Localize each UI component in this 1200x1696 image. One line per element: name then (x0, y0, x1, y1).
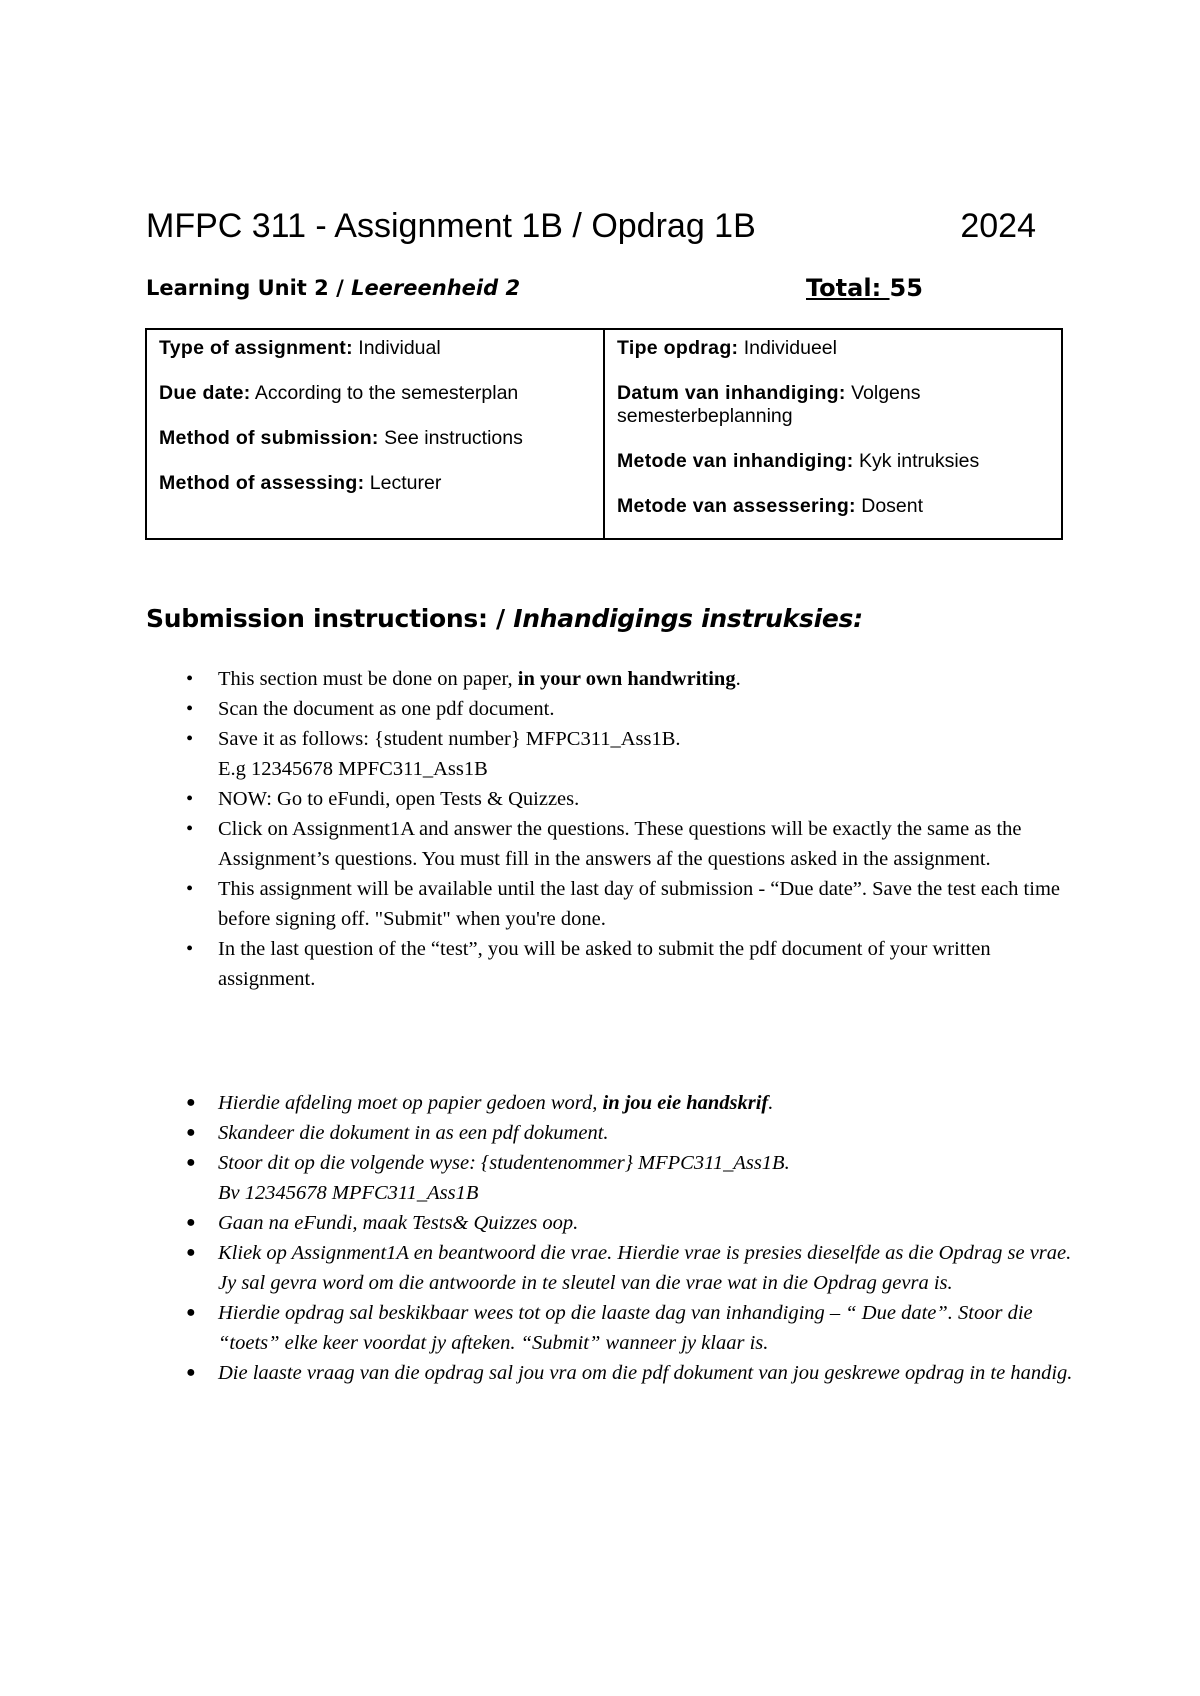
info-item (617, 337, 1049, 360)
info-item (159, 427, 591, 450)
info-label: Method of assessing: (159, 472, 365, 494)
info-item (159, 337, 591, 360)
document-title-row (146, 207, 1036, 246)
info-label: Metode van assessering: (617, 495, 856, 517)
item-emphasis: in your own handwriting (517, 668, 736, 690)
info-value: Individual (352, 337, 441, 359)
total-marks (806, 274, 923, 302)
item-text: Gaan na eFundi, maak Tests& Quizzes oop. (218, 1212, 579, 1234)
info-label: Tipe opdrag: (617, 337, 739, 359)
item-emphasis: in jou eie handskrif (602, 1092, 769, 1114)
info-item (159, 382, 591, 405)
info-item (159, 472, 591, 495)
bullet-icon: ● (186, 1364, 196, 1381)
list-item (186, 664, 1076, 694)
list-item (186, 724, 1076, 784)
info-value: Kyk intruksies (853, 450, 980, 472)
instructions-list-afrikaans (186, 1088, 1076, 1388)
heading-af: Inhandigings instruksies: (513, 604, 863, 633)
list-item (186, 1358, 1076, 1388)
item-text: Hierdie opdrag sal beskikbaar wees tot op die laaste dag van inhandiging – “ Due date”. Stoor die “toets” elke keer voordat jy afteken. “Submit” wanneer jy klaar is. (218, 1302, 1033, 1354)
item-text: Die laaste vraag van die opdrag sal jou vra om die pdf dokument van jou geskrewe opdrag in te handig. (218, 1362, 1073, 1384)
item-text: In the last question of the “test”, you will be asked to submit the pdf document of your written assignment. (218, 938, 991, 990)
item-text: This assignment will be available until the last day of submission - “Due date”. Save the test each time before signing off. "Submit" when you're done. (218, 878, 1060, 930)
info-label: Method of submission: (159, 427, 379, 449)
bullet-icon: • (186, 878, 194, 900)
list-item (186, 1088, 1076, 1118)
learning-unit-af: Leereenheid 2 (351, 276, 521, 300)
item-text: Save it as follows: {student number} MFPC311_Ass1B. (218, 728, 681, 750)
list-item (186, 1148, 1076, 1208)
info-value: See instructions (378, 427, 523, 449)
total-value: 55 (889, 274, 923, 302)
bullet-icon: • (186, 728, 194, 750)
document-year: 2024 (960, 207, 1036, 245)
info-label: Metode van inhandiging: (617, 450, 854, 472)
item-text: This section must be done on paper, (218, 668, 518, 690)
info-value: Lecturer (364, 472, 442, 494)
bullet-icon: • (186, 698, 194, 720)
info-value: Volgens semesterbeplanning (617, 382, 921, 427)
list-item (186, 694, 1076, 724)
bullet-icon: • (186, 668, 194, 690)
assignment-info-table (145, 328, 1063, 540)
item-text: Hierdie afdeling moet op papier gedoen word, (218, 1092, 603, 1114)
list-item (186, 1208, 1076, 1238)
item-text: Scan the document as one pdf document. (218, 698, 555, 720)
info-column-afrikaans (605, 330, 1061, 538)
item-text: Stoor dit op die volgende wyse: {studentenommer} MFPC311_Ass1B. (218, 1152, 790, 1174)
item-text: Skandeer die dokument in as een pdf dokument. (218, 1122, 609, 1144)
item-example: Bv 12345678 MPFC311_Ass1B (218, 1182, 479, 1204)
item-text-end: . (735, 668, 741, 690)
info-item (617, 382, 1049, 428)
info-value: Dosent (855, 495, 924, 517)
list-item (186, 874, 1076, 934)
bullet-icon: • (186, 818, 194, 840)
total-label: Total: (806, 274, 890, 302)
bullet-icon: ● (186, 1214, 196, 1231)
list-item (186, 1298, 1076, 1358)
info-label: Datum van inhandiging: (617, 382, 846, 404)
info-value: Individueel (738, 337, 837, 359)
info-label: Type of assignment: (159, 337, 353, 359)
document-title: MFPC 311 - Assignment 1B / Opdrag 1B (146, 207, 756, 245)
item-text-end: . (768, 1092, 774, 1114)
bullet-icon: ● (186, 1244, 196, 1261)
list-item (186, 1118, 1076, 1148)
list-item (186, 934, 1076, 994)
bullet-icon: ● (186, 1154, 196, 1171)
bullet-icon: • (186, 938, 194, 960)
submission-instructions-heading (146, 604, 863, 633)
bullet-icon: ● (186, 1124, 196, 1141)
bullet-icon: • (186, 788, 194, 810)
list-item (186, 814, 1076, 874)
info-item (617, 495, 1049, 518)
info-label: Due date: (159, 382, 251, 404)
heading-en: Submission instructions: / (146, 604, 514, 633)
list-item (186, 784, 1076, 814)
learning-unit-en: Learning Unit 2 / (146, 276, 352, 300)
item-text: Click on Assignment1A and answer the questions. These questions will be exactly the same as the Assignment’s questions. You must fill in the answers af the questions asked in the assignment. (218, 818, 1022, 870)
item-text: NOW: Go to eFundi, open Tests & Quizzes. (218, 788, 580, 810)
list-item (186, 1238, 1076, 1298)
info-column-english (147, 330, 605, 538)
item-example: E.g 12345678 MPFC311_Ass1B (218, 758, 488, 780)
instructions-list-english (186, 664, 1076, 994)
item-text: Kliek op Assignment1A en beantwoord die vrae. Hierdie vrae is presies dieselfde as die Opdrag se vrae. Jy sal gevra word om die antwoorde in te sleutel van die vrae wat in die Opdrag gevra is. (218, 1242, 1072, 1294)
bullet-icon: ● (186, 1094, 196, 1111)
info-item (617, 450, 1049, 473)
bullet-icon: ● (186, 1304, 196, 1321)
info-value: According to the semesterplan (250, 382, 519, 404)
